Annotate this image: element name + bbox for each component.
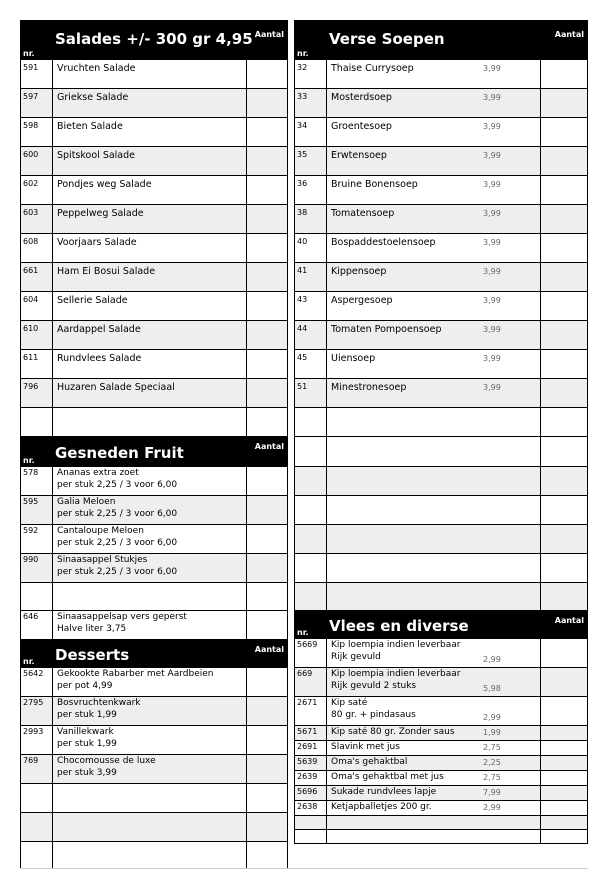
table-row — [294, 147, 588, 176]
item-nr: 5669 — [295, 639, 327, 667]
left-column — [20, 20, 288, 869]
item-price: 1,99 — [483, 728, 501, 737]
item-nr: 2691 — [295, 741, 327, 755]
aantal-field[interactable] — [540, 379, 587, 407]
aantal-field[interactable] — [246, 726, 287, 754]
table-row — [294, 60, 588, 89]
aantal-field[interactable] — [540, 437, 587, 466]
aantal-field[interactable] — [540, 786, 587, 800]
aantal-field[interactable] — [540, 816, 587, 829]
aantal-field[interactable] — [540, 321, 587, 349]
aantal-field[interactable] — [246, 321, 287, 349]
item-sub: per pot 4,99 — [57, 681, 113, 691]
table-row — [294, 756, 588, 771]
item-name: Kippensoep — [331, 266, 387, 277]
nr-label: nr. — [23, 657, 35, 666]
item-nr: 600 — [21, 147, 53, 175]
item-name — [327, 639, 541, 662]
item-name: Vruchten Salade — [57, 63, 136, 74]
fruit-header — [20, 437, 288, 467]
item-name — [53, 525, 249, 548]
aantal-field[interactable] — [540, 147, 587, 175]
item-nr: 2795 — [21, 697, 53, 725]
item-name: Slavink met jus — [331, 742, 400, 752]
item-price: 2,25 — [483, 758, 501, 767]
table-row — [294, 726, 588, 741]
item-nr: 35 — [295, 147, 327, 175]
item-title: Kip saté — [331, 698, 368, 708]
item-name: Tomatensoep — [331, 208, 395, 219]
item-nr: 2993 — [21, 726, 53, 754]
item-nr: 796 — [21, 379, 53, 407]
aantal-label: Aantal — [554, 616, 584, 625]
item-name: Rundvlees Salade — [57, 353, 142, 364]
aantal-field[interactable] — [246, 467, 287, 495]
item-nr: 578 — [21, 467, 53, 495]
table-row — [20, 321, 288, 350]
table-row — [20, 668, 288, 697]
item-nr: 2671 — [295, 697, 327, 725]
item-nr — [295, 525, 327, 553]
aantal-field[interactable] — [246, 583, 287, 610]
item-price: 3,99 — [483, 151, 501, 160]
item-nr — [295, 583, 327, 610]
item-nr: 661 — [21, 263, 53, 291]
empty-row — [294, 437, 588, 467]
item-name: Voorjaars Salade — [57, 237, 137, 248]
table-row — [294, 292, 588, 321]
item-name: Aspergesoep — [331, 295, 393, 306]
page-bottom-rule — [20, 868, 588, 869]
item-name: Tomaten Pompoensoep — [331, 324, 442, 335]
table-row — [20, 496, 288, 525]
table-row — [294, 786, 588, 801]
aantal-label: Aantal — [254, 30, 284, 39]
item-name: Groentesoep — [331, 121, 392, 132]
table-row — [294, 771, 588, 786]
item-name — [53, 697, 249, 720]
item-name — [327, 697, 541, 720]
table-row — [294, 741, 588, 756]
item-title: Gekookte Rabarber met Aardbeien — [57, 669, 214, 679]
salades-title: Salades +/- 300 gr 4,95 — [55, 30, 253, 48]
table-row — [294, 118, 588, 147]
aantal-field[interactable] — [246, 697, 287, 725]
item-nr: 597 — [21, 89, 53, 117]
item-name: Sellerie Salade — [57, 295, 128, 306]
aantal-field[interactable] — [540, 496, 587, 524]
aantal-field[interactable] — [540, 801, 587, 815]
aantal-label: Aantal — [554, 30, 584, 39]
item-name: Huzaren Salade Speciaal — [57, 382, 175, 393]
item-nr: 45 — [295, 350, 327, 378]
item-nr: 44 — [295, 321, 327, 349]
fruit-list — [20, 467, 288, 640]
aantal-field[interactable] — [540, 639, 587, 667]
item-nr — [295, 816, 327, 829]
table-row — [20, 89, 288, 118]
item-sub: per stuk 3,99 — [57, 768, 117, 778]
item-name — [53, 611, 249, 634]
table-row — [294, 697, 588, 726]
item-name: Bruine Bonensoep — [331, 179, 418, 190]
item-title: Cantaloupe Meloen — [57, 526, 144, 536]
empty-row — [294, 554, 588, 583]
empty-row — [20, 813, 288, 842]
item-nr: 598 — [21, 118, 53, 146]
item-sub: Rijk gevuld 2 stuks — [331, 681, 417, 691]
aantal-field[interactable] — [246, 176, 287, 204]
aantal-field[interactable] — [540, 60, 587, 88]
table-row — [20, 697, 288, 726]
table-row — [294, 89, 588, 118]
item-nr: 32 — [295, 60, 327, 88]
table-row — [294, 668, 588, 697]
aantal-field[interactable] — [540, 554, 587, 582]
aantal-field[interactable] — [540, 668, 587, 696]
item-nr: 5696 — [295, 786, 327, 800]
item-name: Oma's gehaktbal — [331, 757, 408, 767]
item-price: 2,75 — [483, 743, 501, 752]
aantal-field[interactable] — [540, 583, 587, 610]
empty-row — [20, 784, 288, 813]
aantal-field[interactable] — [246, 668, 287, 696]
item-title: Sinaasappel Stukjes — [57, 555, 148, 565]
item-price: 3,99 — [483, 64, 501, 73]
nr-label: nr. — [297, 628, 309, 637]
aantal-field[interactable] — [540, 205, 587, 233]
item-nr: 604 — [21, 292, 53, 320]
desserts-header — [20, 640, 288, 668]
item-name: Thaise Currysoep — [331, 63, 414, 74]
item-name: Spitskool Salade — [57, 150, 136, 161]
item-title: Kip loempia indien leverbaar — [331, 640, 461, 650]
item-nr: 34 — [295, 118, 327, 146]
aantal-field[interactable] — [540, 234, 587, 262]
item-price: 2,99 — [483, 803, 501, 812]
item-nr: 769 — [21, 755, 53, 783]
item-nr — [295, 496, 327, 524]
item-name: Pondjes weg Salade — [57, 179, 152, 190]
table-row — [20, 525, 288, 554]
aantal-field[interactable] — [540, 830, 587, 843]
item-name: Minestronesoep — [331, 382, 407, 393]
aantal-field[interactable] — [246, 842, 287, 868]
item-nr: 41 — [295, 263, 327, 291]
item-name: Erwtensoep — [331, 150, 387, 161]
item-sub: per stuk 2,25 / 3 voor 6,00 — [57, 480, 178, 490]
empty-row — [294, 816, 588, 830]
aantal-label: Aantal — [254, 645, 284, 654]
item-name — [53, 755, 249, 778]
table-row — [294, 639, 588, 668]
table-row — [294, 176, 588, 205]
item-price: 5,98 — [483, 684, 501, 693]
item-name: Bieten Salade — [57, 121, 123, 132]
item-name — [53, 726, 249, 749]
item-price: 3,99 — [483, 180, 501, 189]
item-price: 2,75 — [483, 773, 501, 782]
empty-row — [294, 467, 588, 496]
empty-row — [294, 525, 588, 554]
item-name: Bospaddestoelensoep — [331, 237, 436, 248]
table-row — [20, 205, 288, 234]
desserts-list — [20, 668, 288, 869]
item-nr: 36 — [295, 176, 327, 204]
item-name: Aardappel Salade — [57, 324, 141, 335]
empty-row — [20, 842, 288, 869]
item-nr: 43 — [295, 292, 327, 320]
aantal-field[interactable] — [540, 756, 587, 770]
item-name — [53, 496, 249, 519]
item-nr: 595 — [21, 496, 53, 524]
empty-row — [294, 408, 588, 437]
aantal-field[interactable] — [540, 292, 587, 320]
item-nr: 611 — [21, 350, 53, 378]
item-name: Griekse Salade — [57, 92, 129, 103]
item-nr — [21, 784, 53, 812]
item-name — [53, 467, 249, 490]
aantal-field[interactable] — [246, 292, 287, 320]
soepen-header — [294, 20, 588, 60]
item-price: 3,99 — [483, 325, 501, 334]
item-nr — [21, 813, 53, 841]
item-name: Mosterdsoep — [331, 92, 392, 103]
item-nr: 2638 — [295, 801, 327, 815]
empty-row — [20, 408, 288, 437]
empty-row — [294, 496, 588, 525]
item-sub: per stuk 1,99 — [57, 710, 117, 720]
vlees-list — [294, 639, 588, 844]
table-row — [20, 176, 288, 205]
table-row — [294, 379, 588, 408]
table-row — [20, 726, 288, 755]
item-price: 3,99 — [483, 238, 501, 247]
item-nr: 5642 — [21, 668, 53, 696]
aantal-field[interactable] — [246, 234, 287, 262]
right-column — [294, 20, 588, 844]
item-nr: 51 — [295, 379, 327, 407]
item-nr: 591 — [21, 60, 53, 88]
aantal-field[interactable] — [246, 205, 287, 233]
item-nr: 669 — [295, 668, 327, 696]
item-nr: 608 — [21, 234, 53, 262]
item-nr: 5671 — [295, 726, 327, 740]
item-price: 2,99 — [483, 713, 501, 722]
item-nr: 33 — [295, 89, 327, 117]
soepen-list — [294, 60, 588, 611]
item-title: Galia Meloen — [57, 497, 116, 507]
aantal-field[interactable] — [246, 147, 287, 175]
aantal-field[interactable] — [540, 697, 587, 725]
aantal-field[interactable] — [540, 467, 587, 495]
aantal-field[interactable] — [540, 525, 587, 553]
table-row — [20, 234, 288, 263]
nr-label: nr. — [297, 49, 309, 58]
table-row — [294, 321, 588, 350]
fruit-title: Gesneden Fruit — [55, 444, 184, 462]
item-price: 3,99 — [483, 383, 501, 392]
vlees-header — [294, 611, 588, 639]
item-price: 3,99 — [483, 267, 501, 276]
table-row — [294, 234, 588, 263]
item-sub: 80 gr. + pindasaus — [331, 710, 416, 720]
item-nr: 990 — [21, 554, 53, 582]
item-name: Oma's gehaktbal met jus — [331, 772, 444, 782]
desserts-title: Desserts — [55, 646, 130, 664]
empty-row — [294, 583, 588, 611]
item-nr — [21, 842, 53, 868]
item-title: Ananas extra zoet — [57, 468, 139, 478]
aantal-field[interactable] — [246, 89, 287, 117]
table-row — [20, 379, 288, 408]
table-row — [294, 801, 588, 816]
aantal-field[interactable] — [540, 408, 587, 436]
table-row — [20, 118, 288, 147]
aantal-field[interactable] — [540, 118, 587, 146]
item-sub: Rijk gevuld — [331, 652, 381, 662]
item-price: 3,99 — [483, 122, 501, 131]
item-nr: 603 — [21, 205, 53, 233]
item-name: Peppelweg Salade — [57, 208, 144, 219]
item-sub: per stuk 1,99 — [57, 739, 117, 749]
item-title: Bosvruchtenkwark — [57, 698, 141, 708]
item-name — [327, 668, 541, 691]
item-nr: 5639 — [295, 756, 327, 770]
aantal-field[interactable] — [540, 771, 587, 785]
salades-list — [20, 60, 288, 437]
item-name: Sukade rundvlees lapje — [331, 787, 437, 797]
aantal-field[interactable] — [246, 611, 287, 639]
salades-header — [20, 20, 288, 60]
aantal-field[interactable] — [540, 176, 587, 204]
aantal-field[interactable] — [540, 726, 587, 740]
item-nr — [295, 830, 327, 843]
item-name: Kip saté 80 gr. Zonder saus — [331, 727, 455, 737]
table-row — [20, 554, 288, 583]
item-nr — [295, 437, 327, 466]
item-sub: Halve liter 3,75 — [57, 624, 127, 634]
aantal-field[interactable] — [246, 379, 287, 407]
item-nr: 646 — [21, 611, 53, 639]
item-sub: per stuk 2,25 / 3 voor 6,00 — [57, 567, 178, 577]
aantal-field[interactable] — [540, 89, 587, 117]
aantal-field[interactable] — [246, 118, 287, 146]
nr-label: nr. — [23, 49, 35, 58]
item-nr — [21, 583, 53, 610]
aantal-field[interactable] — [246, 263, 287, 291]
item-title: Vanillekwark — [57, 727, 114, 737]
table-row — [294, 263, 588, 292]
item-nr — [295, 554, 327, 582]
item-name — [53, 554, 249, 577]
table-row — [20, 755, 288, 784]
item-name: Ham Ei Bosui Salade — [57, 266, 156, 277]
item-nr — [21, 408, 53, 436]
empty-row — [294, 830, 588, 844]
item-title: Sinaasappelsap vers geperst — [57, 612, 187, 622]
item-title: Kip loempia indien leverbaar — [331, 669, 461, 679]
item-nr: 40 — [295, 234, 327, 262]
aantal-field[interactable] — [246, 408, 287, 436]
table-row — [294, 350, 588, 379]
item-nr — [295, 408, 327, 436]
table-row — [20, 60, 288, 89]
item-sub: per stuk 2,25 / 3 voor 6,00 — [57, 538, 178, 548]
aantal-field[interactable] — [246, 784, 287, 812]
item-price: 2,99 — [483, 655, 501, 664]
aantal-label: Aantal — [254, 442, 284, 451]
item-sub: per stuk 2,25 / 3 voor 6,00 — [57, 509, 178, 519]
aantal-field[interactable] — [246, 554, 287, 582]
item-nr: 610 — [21, 321, 53, 349]
item-name: Ketjapballetjes 200 gr. — [331, 802, 432, 812]
item-price: 3,99 — [483, 93, 501, 102]
item-nr — [295, 467, 327, 495]
item-nr: 592 — [21, 525, 53, 553]
aantal-field[interactable] — [246, 525, 287, 553]
aantal-field[interactable] — [246, 496, 287, 524]
aantal-field[interactable] — [540, 350, 587, 378]
aantal-field[interactable] — [246, 60, 287, 88]
aantal-field[interactable] — [540, 741, 587, 755]
aantal-field[interactable] — [540, 263, 587, 291]
nr-label: nr. — [23, 456, 35, 465]
table-row — [20, 611, 288, 640]
aantal-field[interactable] — [246, 350, 287, 378]
item-price: 3,99 — [483, 296, 501, 305]
table-row — [294, 205, 588, 234]
aantal-field[interactable] — [246, 755, 287, 783]
item-name — [53, 668, 249, 691]
table-row — [20, 350, 288, 379]
aantal-field[interactable] — [246, 813, 287, 841]
vlees-title: Vlees en diverse — [329, 617, 469, 635]
item-price: 3,99 — [483, 354, 501, 363]
table-row — [20, 147, 288, 176]
item-nr: 38 — [295, 205, 327, 233]
item-nr: 602 — [21, 176, 53, 204]
item-title: Chocomousse de luxe — [57, 756, 156, 766]
item-nr: 2639 — [295, 771, 327, 785]
empty-row — [20, 583, 288, 611]
soepen-title: Verse Soepen — [329, 30, 445, 48]
table-row — [20, 263, 288, 292]
item-price: 3,99 — [483, 209, 501, 218]
item-price: 7,99 — [483, 788, 501, 797]
item-name: Uiensoep — [331, 353, 376, 364]
table-row — [20, 467, 288, 496]
table-row — [20, 292, 288, 321]
